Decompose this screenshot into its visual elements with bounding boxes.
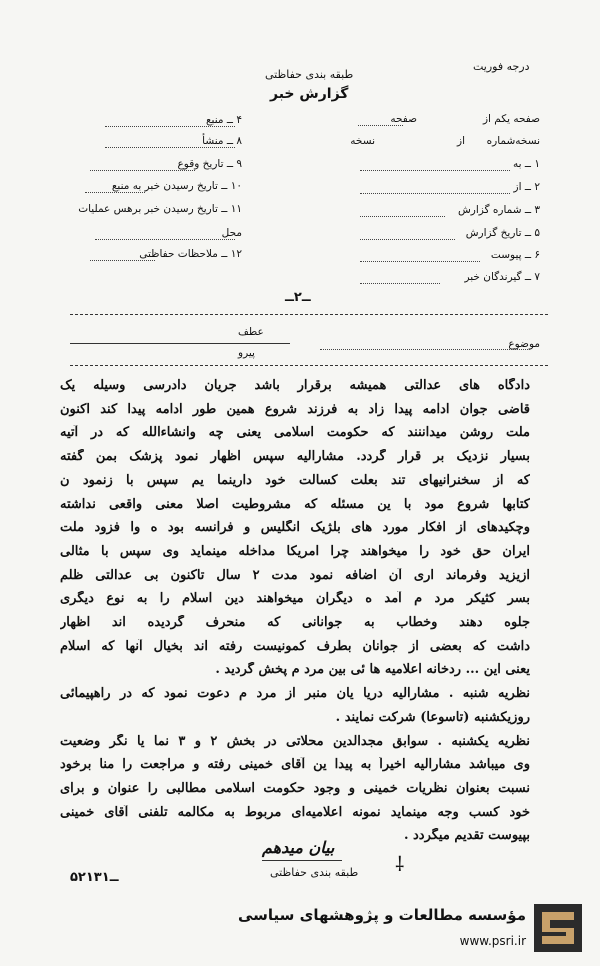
report-title: گزارش خبر	[270, 86, 349, 102]
body-line: که از سخنرانیهای تند بعلت کسالت خود دارینما یم سپس با زنمود ن	[60, 472, 530, 488]
body-line: وچکیدهای از افکار مورد های بلژیک انگلیس و فرانسه بود ه وا فزود ملت	[60, 520, 530, 536]
body-line: نظریه شنبه . مشارالیه دریا یان منبر از مرد م دعوت نمود که در راهپیمائی	[60, 686, 530, 702]
body-line: وی میباشد مشارالیه اخیراً به پیدا ین آقای خمینی رفته و مراجعت را منا برخود	[60, 757, 530, 773]
field-to: ۱ ــ به	[512, 158, 540, 170]
psri-logo	[534, 904, 582, 952]
field-news-to-source-date: ۱۰ ــ تاریخ رسیدن خبر به منبع	[111, 180, 242, 192]
field-copy-label: نسخه	[350, 135, 375, 147]
field-report-number-line	[360, 216, 445, 217]
body-line: ملت روشن میداننند که حکومت اسلامی یعنی چه وانشاءالله که در آتیه	[60, 425, 530, 441]
field-page-label: صفحه	[390, 113, 417, 125]
body-line: جلوه دهند وخطاب به جوانانی که منحرف گردیده اند اظهار	[60, 615, 530, 630]
body-line: کتابها شروع مود با ین مسئله که مشروطیت اصلا معنی واقعی نداشته	[60, 496, 530, 512]
mark-glyph: ⸸	[395, 852, 405, 876]
subject-line	[320, 349, 530, 350]
field-source-line	[105, 126, 235, 127]
field-news-to-ops-date: ۱۱ ــ تاریخ رسیدن خبر برهس عملیات	[78, 203, 242, 215]
body-line: بپیوست تقدیم میگردد .	[403, 828, 530, 844]
footer	[0, 894, 600, 966]
field-recipients-line	[360, 283, 440, 284]
body-line: بسر کثیکر مرد م آمد ه دیگران میخواهند دین اسلام را به نوع دیگری	[60, 591, 530, 607]
subject-atf: عطف	[238, 326, 264, 338]
signature-underline	[262, 860, 342, 861]
body-line: قاضی جوان ادامه پیدا زاد به فرزند شروع همین طور ادامه پیدا کند اکنون	[60, 401, 530, 417]
body-line: بسیار نزدیک بر قرار گردد. مشارالیه سپس اظهار نمود پزشک بمن گفته	[60, 449, 530, 465]
priority-label: درجه فوریت	[473, 60, 530, 73]
page-number: ــ۲ــ	[285, 290, 311, 305]
field-attachment-line	[360, 261, 480, 262]
classification-bottom: طبقه بندی حفاظتی	[270, 866, 359, 879]
body-line: یعنی این ... ردخانه اعلامیه ها ئی بین مرد م پخش گردید .	[215, 662, 530, 678]
field-source: ۴ ــ منبع	[205, 114, 242, 126]
field-security-notes-line	[90, 260, 155, 261]
field-origin: ۸ ــ منشأ	[202, 135, 242, 147]
field-to-line	[360, 170, 510, 171]
subject-label: موضوع	[508, 338, 540, 350]
subject-rule	[70, 365, 548, 366]
org-name: مؤسسه مطالعات و پژوهشهای سیاسی	[237, 906, 526, 924]
field-recipients: ۷ ــ گیرندگان خبر	[464, 271, 540, 283]
field-report-date-line	[360, 239, 455, 240]
field-report-date: ۵ ــ تاریخ گزارش	[465, 227, 540, 239]
field-security-notes: ۱۲ ــ ملاحظات حفاظتی	[139, 248, 242, 260]
subject-peyro: پیرو	[238, 347, 255, 359]
subject-divider	[70, 343, 290, 344]
field-location: محل	[221, 227, 242, 239]
body-line: ازیزید وفرماند اری آن اضافه نمود مدت ۲ سال تاکنون بی عدالتی ظلم	[60, 567, 530, 583]
field-copy-number: نسخه‌شماره	[486, 135, 540, 147]
field-page-of: صفحه یکم از	[482, 113, 540, 125]
field-report-number: ۳ ــ شماره گزارش	[457, 204, 540, 216]
body-line: نسبت بعنوان نظریات خمینی و وجود حکومت اسلامی مطالبی را عنوان و برای	[60, 780, 530, 796]
document-number: ۵۲ــ۱۳۱	[70, 870, 119, 885]
body-line: دادگاه های عدالتی همیشه برقرار باشد جریان دادرسی وسیله یک	[60, 378, 530, 393]
body-line: خود کسب وجه مینماید نمونه اعلامیه‌ای مربوط به مکالمه تلفنی آقای خمینی	[60, 804, 530, 820]
field-news-to-source-line	[85, 192, 145, 193]
field-page-line	[358, 125, 403, 126]
field-origin-line	[105, 147, 235, 148]
classification-top: طبقه بندی حفاظتی	[265, 68, 354, 81]
field-copy-from: از	[457, 135, 465, 147]
body-line: نظریه یکشنبه . سوابق مجدالدین محلاتی در بخش ۲ و ۳ نما یا نگر وضعیت	[60, 733, 530, 749]
field-event-date-line	[90, 170, 195, 171]
field-attachment: ۶ ــ پیوست	[490, 249, 540, 261]
body-line: داشت که بعضی از جوانان بطرف کمونیست رفته اند بخیال آنها که اسلام	[60, 638, 530, 654]
header-rule	[70, 314, 548, 315]
field-from-line	[360, 193, 510, 194]
org-url[interactable]: www.psri.ir	[459, 934, 526, 948]
body-line: روزیکشنبه (تاسوعا) شرکت نمایند .	[335, 709, 530, 725]
field-event-date: ۹ ــ تاریخ وقوع	[177, 158, 242, 170]
signature: بیان میدهم	[262, 838, 335, 857]
field-from: ۲ ــ از	[513, 181, 540, 193]
field-location-line	[95, 239, 235, 240]
body-line: ایران حق خود را میخواهند چرا امریکا مداخله مینماید وی سپس با مثالی	[60, 543, 530, 559]
